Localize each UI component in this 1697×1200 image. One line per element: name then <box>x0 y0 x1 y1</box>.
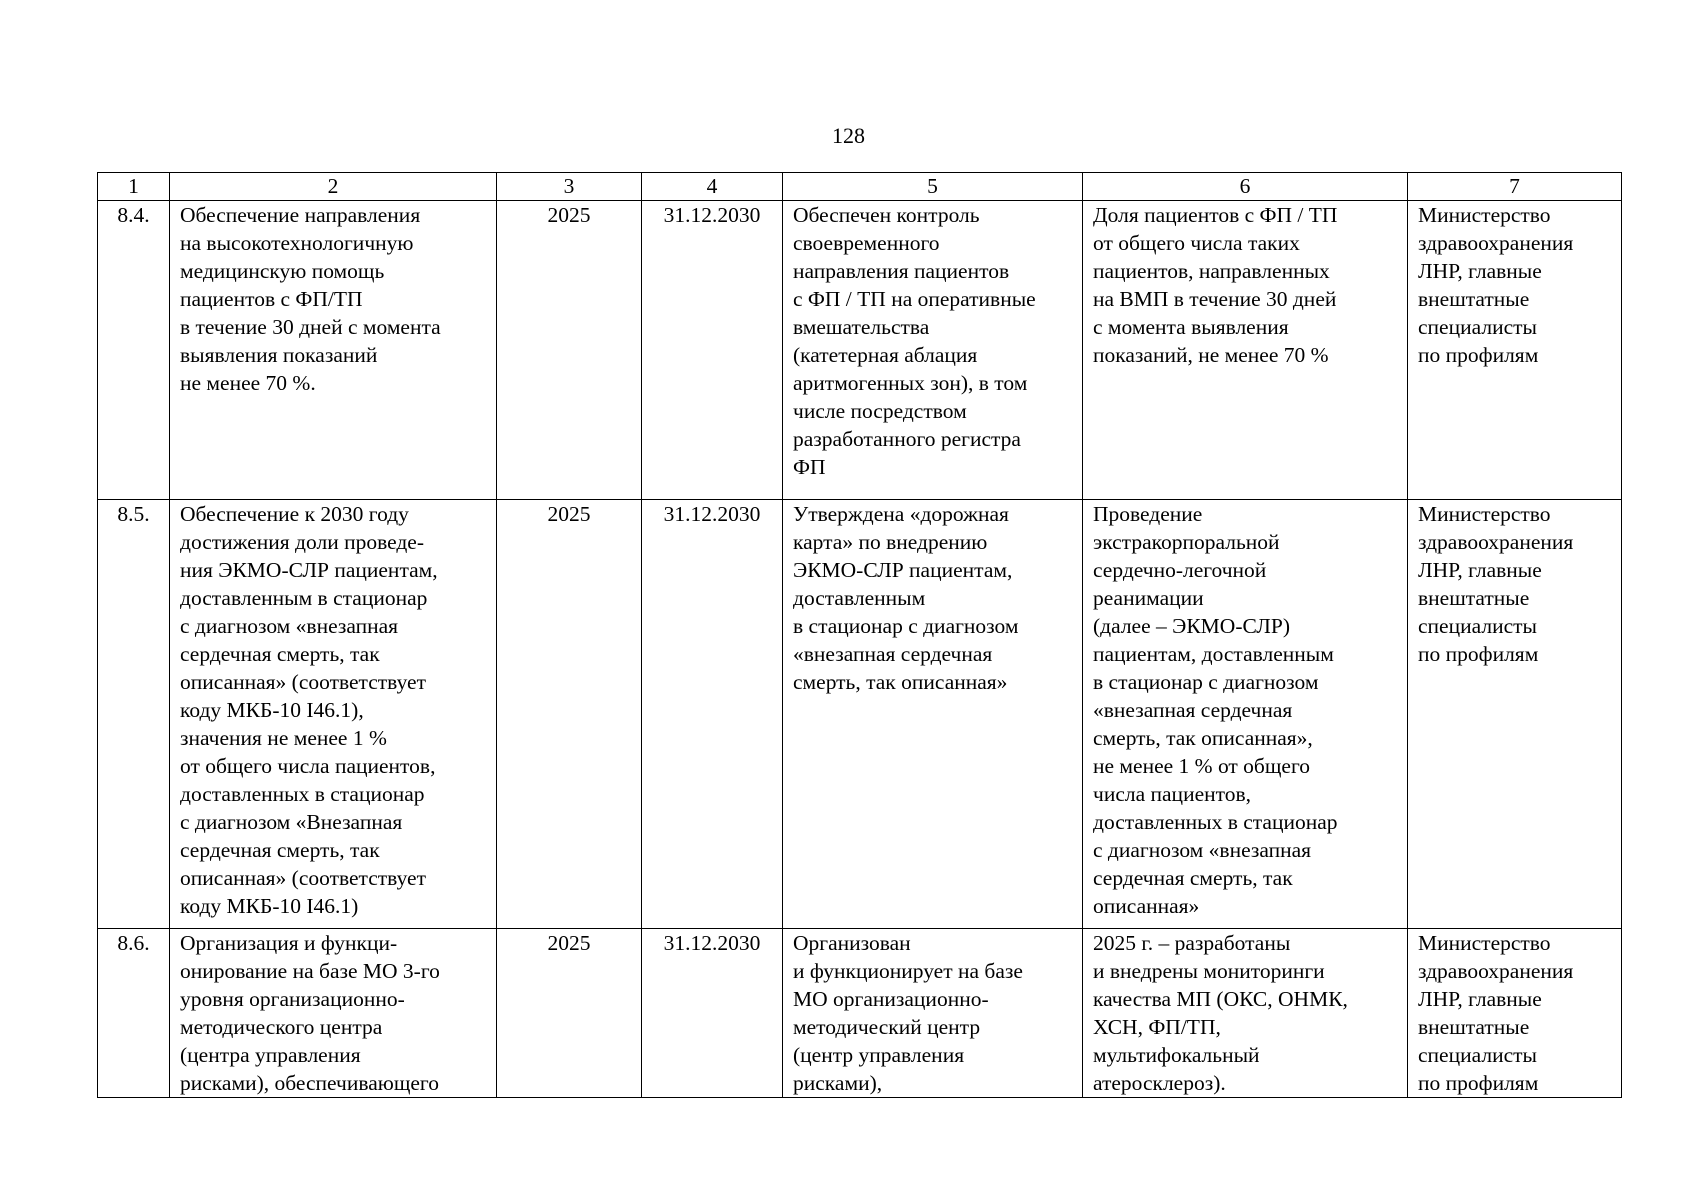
page-number: 128 <box>832 123 865 148</box>
indicator-cell: 2025 г. – разработаны и внедрены мониторинги качества МП (ОКС, ОНМК, ХСН, ФП/ТП, мультифокальный атеросклероз). <box>1083 929 1408 1098</box>
responsible-cell: Министерство здравоохранения ЛНР, главные внештатные специалисты по профилям <box>1408 500 1622 929</box>
measure-cell: Обеспечение направления на высокотехнологичную медицинскую помощь пациентов с ФП/ТП в течение 30 дней с момента выявления показаний не менее 70 %. <box>170 201 497 500</box>
measure-cell: Обеспечение к 2030 году достижения доли проведе- ния ЭКМО-СЛР пациентам, доставленным в стационар с диагнозом «внезапная сердечная смерть, так описанная» (соответствует коду МКБ-10 I46.1), значения не менее 1 % от общего числа пациентов, доставленных в стационар с диагнозом «Внезапная сердечная смерть, так описанная» (соответствует коду МКБ-10 I46.1) <box>170 500 497 929</box>
indicator-cell: Проведение экстракорпоральной сердечно-легочной реанимации (далее – ЭКМО-СЛР) пациентам, доставленным в стационар с диагнозом «внезапная сердечная смерть, так описанная», не менее 1 % от общего числа пациентов, доставленных в стационар с диагнозом «внезапная сердечная смерть, так описанная» <box>1083 500 1408 929</box>
result-cell: Утверждена «дорожная карта» по внедрению ЭКМО-СЛР пациентам, доставленным в стационар с диагнозом «внезапная сердечная смерть, так описанная» <box>783 500 1083 929</box>
indicator-cell: Доля пациентов с ФП / ТП от общего числа таких пациентов, направленных на ВМП в течение 30 дней с момента выявления показаний, не менее 70 % <box>1083 201 1408 500</box>
column-header: 7 <box>1408 173 1622 201</box>
column-header: 6 <box>1083 173 1408 201</box>
column-header: 5 <box>783 173 1083 201</box>
start-year-cell: 2025 <box>497 929 642 1098</box>
end-date-cell: 31.12.2030 <box>642 201 783 500</box>
table-row <box>98 929 1622 1098</box>
result-cell: Организован и функционирует на базе МО организационно- методический центр (центр управления рисками), <box>783 929 1083 1098</box>
row-number: 8.5. <box>98 500 170 929</box>
row-number: 8.4. <box>98 201 170 500</box>
column-header: 3 <box>497 173 642 201</box>
result-cell: Обеспечен контроль своевременного направления пациентов с ФП / ТП на оперативные вмешательства (катетерная аблация аритмогенных зон), в том числе посредством разработанного регистра ФП <box>783 201 1083 500</box>
end-date-cell: 31.12.2030 <box>642 929 783 1098</box>
column-header: 2 <box>170 173 497 201</box>
responsible-cell: Министерство здравоохранения ЛНР, главные внештатные специалисты по профилям <box>1408 929 1622 1098</box>
table-row <box>98 201 1622 500</box>
measure-cell: Организация и функци- онирование на базе МО 3-го уровня организационно- методического центра (центра управления рисками), обеспечивающего <box>170 929 497 1098</box>
responsible-cell: Министерство здравоохранения ЛНР, главные внештатные специалисты по профилям <box>1408 201 1622 500</box>
column-header: 4 <box>642 173 783 201</box>
end-date-cell: 31.12.2030 <box>642 500 783 929</box>
measures-table <box>97 172 1622 1098</box>
column-header: 1 <box>98 173 170 201</box>
row-number: 8.6. <box>98 929 170 1098</box>
header-row <box>98 173 1622 201</box>
start-year-cell: 2025 <box>497 500 642 929</box>
table-row <box>98 500 1622 929</box>
start-year-cell: 2025 <box>497 201 642 500</box>
